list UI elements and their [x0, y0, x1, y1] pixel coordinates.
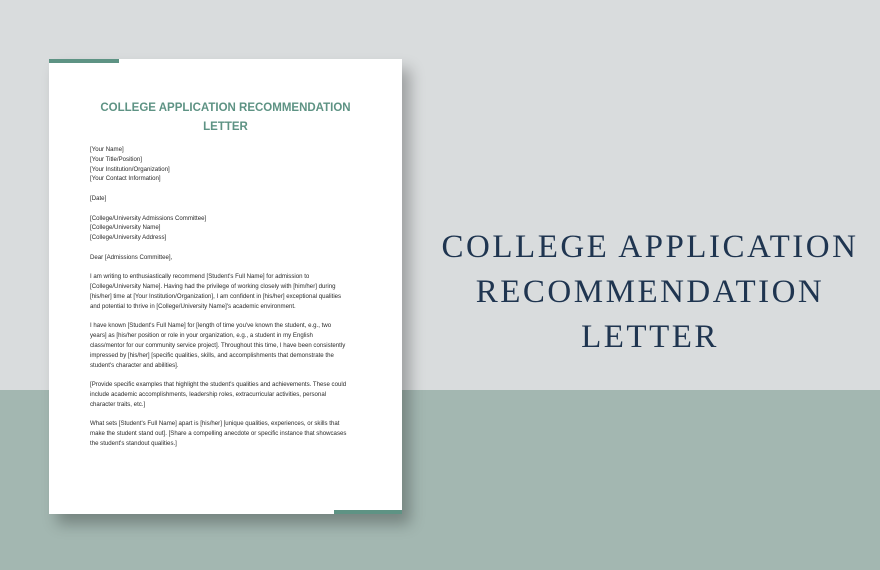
document-body — [90, 145, 370, 459]
banner-title-line: LETTER — [581, 319, 719, 355]
paragraph-line: class/mentor for our community service project]. Throughout this time, I have been consistently — [90, 341, 346, 349]
recipient-line: [College/University Admissions Committee] — [90, 214, 207, 222]
paragraph-line: years] as [his/her position or role in your organization, e.g., a student in my English — [90, 332, 313, 340]
banner-title-line: COLLEGE APPLICATION — [441, 229, 859, 265]
recipient-line: [College/University Name] — [90, 224, 161, 232]
sender-line: [Your Name] — [90, 146, 124, 153]
paragraph-line: make the student stand out]. [Share a compelling anecdote or specific instance that showcases — [90, 430, 347, 438]
paragraph-line: the student's standout qualities.] — [90, 439, 177, 447]
paragraph-line: I am writing to enthusiastically recommend [Student's Full Name] for admission to — [90, 273, 310, 281]
paragraph-line: [College/University Name]. Having had the privilege of working closely with [him/her] during — [90, 283, 336, 291]
date-block — [90, 194, 370, 204]
accent-bar-top — [49, 59, 119, 63]
date-line: [Date] — [90, 194, 107, 202]
paragraph-line: student's character and abilities]. — [90, 361, 179, 369]
banner-title-line: RECOMMENDATION — [475, 274, 825, 310]
banner-title — [420, 225, 880, 360]
document-title-line: COLLEGE APPLICATION RECOMMENDATION — [100, 102, 351, 114]
paragraph-4 — [90, 419, 370, 448]
paragraph-line: What sets [Student's Full Name] apart is [his/her] [unique qualities, experiences, or skills that — [90, 420, 340, 428]
paragraph-line: character traits, etc.] — [90, 400, 146, 408]
paragraph-1 — [90, 272, 370, 311]
paragraph-3 — [90, 380, 370, 409]
paragraph-line: include academic accomplishments, leadership roles, extracurricular activities, personal — [90, 390, 327, 398]
sender-line: [Your Institution/Organization] — [90, 165, 170, 173]
salutation-line: Dear [Admissions Committee], — [90, 253, 173, 261]
paragraph-line: [his/her] time at [Your Institution/Organization], I am confident in [his/her] exceptional qualities — [90, 292, 342, 300]
sender-line: [Your Title/Position] — [90, 155, 142, 163]
salutation — [90, 253, 370, 263]
letter-document-preview — [49, 59, 402, 514]
sender-line: [Your Contact Information] — [90, 175, 161, 183]
document-title — [69, 99, 382, 137]
document-title-line: LETTER — [203, 121, 248, 133]
paragraph-line: impressed by [his/her] [specific qualities, skills, and accomplishments that demonstrate the — [90, 351, 334, 359]
paragraph-2 — [90, 321, 370, 370]
recipient-block — [90, 214, 370, 243]
recipient-line: [College/University Address] — [90, 234, 167, 242]
sender-block — [90, 145, 370, 184]
paragraph-line: [Provide specific examples that highlight the student's qualities and achievements. These could — [90, 381, 347, 389]
paragraph-line: I have known [Student's Full Name] for [length of time you've known the student, e.g., two — [90, 322, 332, 330]
accent-bar-bottom — [334, 510, 402, 514]
paragraph-line: and potential to thrive in [College/University Name]'s academic environment. — [90, 302, 296, 310]
